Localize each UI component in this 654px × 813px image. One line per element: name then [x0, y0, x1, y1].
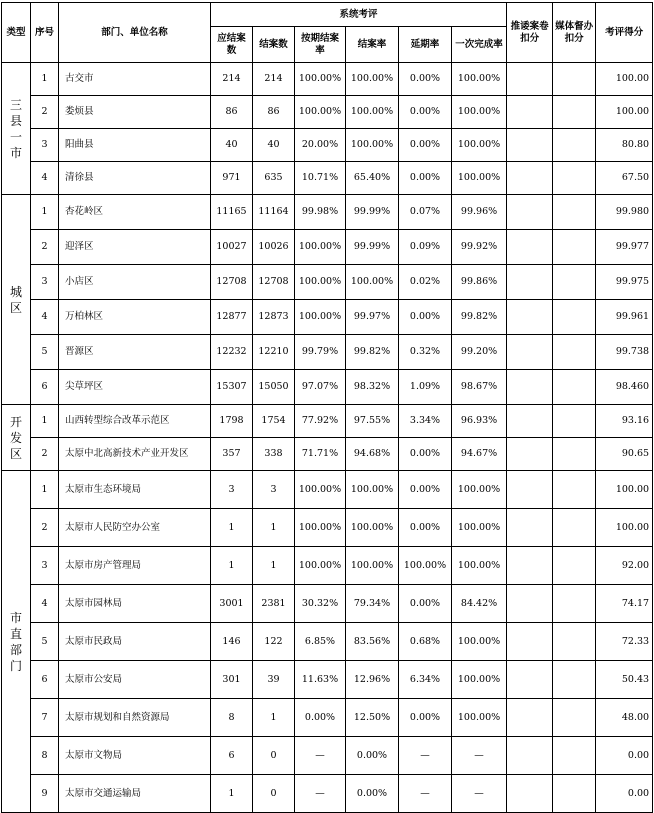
cell-close-rate: 100.00% — [346, 63, 399, 96]
group-type-char: 市 — [9, 145, 22, 160]
cell-delay-rate: 0.68% — [399, 623, 452, 661]
cell-delay-rate: 0.02% — [399, 265, 452, 300]
cell-promote — [507, 265, 553, 300]
cell-promote — [507, 335, 553, 370]
cell-delay-rate: 0.00% — [399, 63, 452, 96]
cell-dept: 太原市规划和自然资源局 — [59, 699, 211, 737]
cell-score: 50.43 — [596, 661, 653, 699]
evaluation-table — [1, 2, 653, 813]
cell-delay-rate: 0.00% — [399, 471, 452, 509]
header-close-rate: 结案率 — [346, 27, 399, 63]
header-dept: 部门、单位名称 — [59, 3, 211, 63]
cell-media — [553, 775, 596, 813]
cell-score: 90.65 — [596, 438, 653, 471]
header-on-time: 按期结案率 — [295, 27, 346, 63]
cell-score: 99.961 — [596, 300, 653, 335]
cell-delay-rate: 6.34% — [399, 661, 452, 699]
cell-seq: 5 — [31, 335, 59, 370]
group-type-char: 门 — [9, 658, 22, 673]
cell-delay-rate: 0.00% — [399, 438, 452, 471]
cell-close-rate: 100.00% — [346, 96, 399, 129]
cell-dept: 阳曲县 — [59, 129, 211, 162]
cell-media — [553, 300, 596, 335]
cell-once-rate: 99.92% — [452, 230, 507, 265]
cell-close-rate: 94.68% — [346, 438, 399, 471]
cell-dept: 娄烦县 — [59, 96, 211, 129]
cell-promote — [507, 63, 553, 96]
cell-dept: 小店区 — [59, 265, 211, 300]
cell-close-rate: 100.00% — [346, 265, 399, 300]
cell-once-rate: 99.86% — [452, 265, 507, 300]
cell-media — [553, 129, 596, 162]
cell-score: 100.00 — [596, 471, 653, 509]
group-type-char: 发 — [9, 430, 22, 445]
cell-dept: 太原中北高新技术产业开发区 — [59, 438, 211, 471]
cell-should-close: 1 — [211, 509, 253, 547]
cell-dept: 太原市民政局 — [59, 623, 211, 661]
cell-media — [553, 509, 596, 547]
group-type-char: 区 — [9, 446, 22, 461]
cell-closed: 1 — [253, 699, 295, 737]
table-row — [2, 547, 653, 585]
table-row — [2, 129, 653, 162]
cell-delay-rate: 0.09% — [399, 230, 452, 265]
group-type-char: 县 — [9, 113, 22, 128]
cell-should-close: 146 — [211, 623, 253, 661]
cell-should-close: 1 — [211, 547, 253, 585]
header-once-rate: 一次完成率 — [452, 27, 507, 63]
cell-media — [553, 230, 596, 265]
cell-promote — [507, 623, 553, 661]
group-type-char: 市 — [9, 610, 22, 625]
cell-should-close: 12877 — [211, 300, 253, 335]
cell-once-rate: 99.82% — [452, 300, 507, 335]
cell-should-close: 10027 — [211, 230, 253, 265]
header-seq: 序号 — [31, 3, 59, 63]
header-media: 媒体督办扣分 — [553, 3, 596, 63]
cell-seq: 3 — [31, 265, 59, 300]
cell-should-close: 11165 — [211, 195, 253, 230]
cell-dept: 万柏林区 — [59, 300, 211, 335]
cell-on-time: 10.71% — [295, 162, 346, 195]
cell-dept: 太原市公安局 — [59, 661, 211, 699]
cell-on-time: 0.00% — [295, 699, 346, 737]
cell-delay-rate: 0.00% — [399, 699, 452, 737]
group-type-char: 城 — [9, 284, 22, 299]
cell-should-close: 15307 — [211, 370, 253, 405]
cell-once-rate: 98.67% — [452, 370, 507, 405]
cell-should-close: 1 — [211, 775, 253, 813]
cell-seq: 1 — [31, 471, 59, 509]
cell-promote — [507, 509, 553, 547]
cell-seq: 6 — [31, 661, 59, 699]
cell-score: 67.50 — [596, 162, 653, 195]
table-row — [2, 405, 653, 438]
cell-should-close: 6 — [211, 737, 253, 775]
cell-promote — [507, 661, 553, 699]
cell-delay-rate: 0.00% — [399, 300, 452, 335]
table-row — [2, 699, 653, 737]
cell-should-close: 8 — [211, 699, 253, 737]
cell-seq: 4 — [31, 585, 59, 623]
cell-close-rate: 65.40% — [346, 162, 399, 195]
cell-promote — [507, 471, 553, 509]
header-score: 考评得分 — [596, 3, 653, 63]
group-type-char: 三 — [9, 97, 22, 112]
cell-promote — [507, 195, 553, 230]
cell-media — [553, 195, 596, 230]
cell-once-rate: — — [452, 775, 507, 813]
cell-seq: 1 — [31, 405, 59, 438]
cell-closed: 3 — [253, 471, 295, 509]
table-row — [2, 162, 653, 195]
cell-score: 0.00 — [596, 737, 653, 775]
cell-media — [553, 623, 596, 661]
cell-closed: 1 — [253, 547, 295, 585]
cell-seq: 2 — [31, 96, 59, 129]
cell-score: 100.00 — [596, 96, 653, 129]
cell-on-time: — — [295, 737, 346, 775]
group-type-cell — [2, 471, 31, 813]
cell-media — [553, 370, 596, 405]
group-type-char: 直 — [9, 626, 22, 641]
cell-should-close: 12232 — [211, 335, 253, 370]
group-type-cell — [2, 195, 31, 405]
cell-seq: 1 — [31, 195, 59, 230]
cell-on-time: 100.00% — [295, 230, 346, 265]
cell-seq: 9 — [31, 775, 59, 813]
cell-delay-rate: 0.00% — [399, 162, 452, 195]
cell-delay-rate: 100.00% — [399, 547, 452, 585]
header-promote: 推诿案卷扣分 — [507, 3, 553, 63]
cell-closed: 39 — [253, 661, 295, 699]
cell-on-time: 11.63% — [295, 661, 346, 699]
cell-delay-rate: 0.32% — [399, 335, 452, 370]
cell-media — [553, 265, 596, 300]
cell-closed: 40 — [253, 129, 295, 162]
cell-once-rate: 100.00% — [452, 699, 507, 737]
group-type-char: 一 — [9, 129, 22, 144]
cell-close-rate: 0.00% — [346, 775, 399, 813]
header-closed: 结案数 — [253, 27, 295, 63]
cell-promote — [507, 230, 553, 265]
cell-dept: 太原市人民防空办公室 — [59, 509, 211, 547]
table-row — [2, 623, 653, 661]
cell-score: 99.977 — [596, 230, 653, 265]
cell-once-rate: 99.20% — [452, 335, 507, 370]
cell-delay-rate: 0.00% — [399, 129, 452, 162]
cell-delay-rate: 0.00% — [399, 585, 452, 623]
cell-delay-rate: 3.34% — [399, 405, 452, 438]
group-type-char: 开 — [9, 414, 22, 429]
table-row — [2, 370, 653, 405]
cell-promote — [507, 129, 553, 162]
cell-media — [553, 585, 596, 623]
table-row — [2, 230, 653, 265]
cell-once-rate: 100.00% — [452, 547, 507, 585]
cell-close-rate: 97.55% — [346, 405, 399, 438]
cell-delay-rate: — — [399, 737, 452, 775]
cell-media — [553, 335, 596, 370]
group-type-cell — [2, 405, 31, 471]
cell-once-rate: 94.67% — [452, 438, 507, 471]
cell-seq: 4 — [31, 300, 59, 335]
cell-should-close: 1798 — [211, 405, 253, 438]
cell-close-rate: 0.00% — [346, 737, 399, 775]
cell-seq: 2 — [31, 438, 59, 471]
cell-should-close: 971 — [211, 162, 253, 195]
cell-dept: 杏花岭区 — [59, 195, 211, 230]
cell-dept: 晋源区 — [59, 335, 211, 370]
cell-dept: 尖草坪区 — [59, 370, 211, 405]
cell-close-rate: 99.99% — [346, 195, 399, 230]
cell-delay-rate: 0.00% — [399, 96, 452, 129]
cell-promote — [507, 699, 553, 737]
table-row — [2, 509, 653, 547]
cell-seq: 3 — [31, 547, 59, 585]
cell-score: 0.00 — [596, 775, 653, 813]
cell-on-time: 100.00% — [295, 96, 346, 129]
cell-on-time: 100.00% — [295, 63, 346, 96]
cell-close-rate: 12.96% — [346, 661, 399, 699]
cell-dept: 迎泽区 — [59, 230, 211, 265]
cell-once-rate: 84.42% — [452, 585, 507, 623]
cell-score: 74.17 — [596, 585, 653, 623]
cell-promote — [507, 162, 553, 195]
group-type-cell — [2, 63, 31, 195]
cell-close-rate: 100.00% — [346, 547, 399, 585]
cell-delay-rate: — — [399, 775, 452, 813]
cell-on-time: 71.71% — [295, 438, 346, 471]
cell-score: 100.00 — [596, 509, 653, 547]
cell-should-close: 3 — [211, 471, 253, 509]
cell-close-rate: 100.00% — [346, 471, 399, 509]
table-row — [2, 63, 653, 96]
cell-closed: 86 — [253, 96, 295, 129]
cell-seq: 1 — [31, 63, 59, 96]
cell-media — [553, 96, 596, 129]
cell-closed: 1 — [253, 509, 295, 547]
cell-once-rate: 100.00% — [452, 623, 507, 661]
cell-dept: 清徐县 — [59, 162, 211, 195]
cell-close-rate: 98.32% — [346, 370, 399, 405]
table-row — [2, 737, 653, 775]
cell-closed: 122 — [253, 623, 295, 661]
cell-closed: 1754 — [253, 405, 295, 438]
cell-once-rate: 100.00% — [452, 661, 507, 699]
cell-score: 98.460 — [596, 370, 653, 405]
cell-seq: 8 — [31, 737, 59, 775]
cell-seq: 5 — [31, 623, 59, 661]
cell-close-rate: 12.50% — [346, 699, 399, 737]
cell-close-rate: 99.82% — [346, 335, 399, 370]
cell-promote — [507, 300, 553, 335]
header-should-close: 应结案数 — [211, 27, 253, 63]
cell-close-rate: 79.34% — [346, 585, 399, 623]
cell-close-rate: 83.56% — [346, 623, 399, 661]
cell-dept: 太原市园林局 — [59, 585, 211, 623]
cell-promote — [507, 547, 553, 585]
cell-score: 48.00 — [596, 699, 653, 737]
cell-dept: 山西转型综合改革示范区 — [59, 405, 211, 438]
cell-score: 92.00 — [596, 547, 653, 585]
cell-closed: 635 — [253, 162, 295, 195]
table-row — [2, 438, 653, 471]
cell-score: 99.738 — [596, 335, 653, 370]
cell-closed: 2381 — [253, 585, 295, 623]
cell-once-rate: 100.00% — [452, 96, 507, 129]
cell-score: 100.00 — [596, 63, 653, 96]
cell-seq: 4 — [31, 162, 59, 195]
cell-seq: 2 — [31, 509, 59, 547]
cell-media — [553, 661, 596, 699]
cell-should-close: 357 — [211, 438, 253, 471]
cell-closed: 214 — [253, 63, 295, 96]
cell-dept: 太原市生态环境局 — [59, 471, 211, 509]
cell-promote — [507, 775, 553, 813]
cell-closed: 0 — [253, 775, 295, 813]
table-row — [2, 471, 653, 509]
cell-close-rate: 99.99% — [346, 230, 399, 265]
cell-media — [553, 547, 596, 585]
cell-seq: 6 — [31, 370, 59, 405]
cell-should-close: 40 — [211, 129, 253, 162]
cell-on-time: 99.98% — [295, 195, 346, 230]
cell-media — [553, 699, 596, 737]
cell-once-rate: 100.00% — [452, 63, 507, 96]
cell-media — [553, 471, 596, 509]
cell-close-rate: 100.00% — [346, 509, 399, 547]
cell-dept: 太原市文物局 — [59, 737, 211, 775]
cell-once-rate: — — [452, 737, 507, 775]
cell-on-time: 6.85% — [295, 623, 346, 661]
cell-closed: 12708 — [253, 265, 295, 300]
cell-seq: 2 — [31, 230, 59, 265]
cell-closed: 11164 — [253, 195, 295, 230]
cell-closed: 12210 — [253, 335, 295, 370]
cell-media — [553, 162, 596, 195]
cell-on-time: 100.00% — [295, 300, 346, 335]
cell-should-close: 12708 — [211, 265, 253, 300]
cell-media — [553, 438, 596, 471]
cell-dept: 古交市 — [59, 63, 211, 96]
cell-on-time: 77.92% — [295, 405, 346, 438]
table-row — [2, 96, 653, 129]
cell-seq: 3 — [31, 129, 59, 162]
table-body — [2, 63, 653, 813]
cell-promote — [507, 737, 553, 775]
cell-score: 72.33 — [596, 623, 653, 661]
cell-promote — [507, 96, 553, 129]
cell-delay-rate: 1.09% — [399, 370, 452, 405]
cell-once-rate: 100.00% — [452, 162, 507, 195]
cell-once-rate: 100.00% — [452, 509, 507, 547]
cell-score: 99.975 — [596, 265, 653, 300]
cell-delay-rate: 0.00% — [399, 509, 452, 547]
table-row — [2, 585, 653, 623]
cell-once-rate: 100.00% — [452, 129, 507, 162]
cell-on-time: 100.00% — [295, 547, 346, 585]
header-delay-rate: 延期率 — [399, 27, 452, 63]
cell-promote — [507, 370, 553, 405]
cell-on-time: 20.00% — [295, 129, 346, 162]
cell-media — [553, 737, 596, 775]
table-row — [2, 300, 653, 335]
cell-score: 80.80 — [596, 129, 653, 162]
cell-on-time: 97.07% — [295, 370, 346, 405]
cell-once-rate: 96.93% — [452, 405, 507, 438]
cell-should-close: 3001 — [211, 585, 253, 623]
cell-close-rate: 99.97% — [346, 300, 399, 335]
cell-once-rate: 100.00% — [452, 471, 507, 509]
cell-once-rate: 99.96% — [452, 195, 507, 230]
header-type: 类型 — [2, 3, 31, 63]
cell-promote — [507, 405, 553, 438]
group-type-char: 区 — [9, 300, 22, 315]
cell-promote — [507, 438, 553, 471]
cell-should-close: 86 — [211, 96, 253, 129]
table-row — [2, 775, 653, 813]
cell-closed: 12873 — [253, 300, 295, 335]
cell-on-time: 100.00% — [295, 471, 346, 509]
group-type-char: 部 — [9, 642, 22, 657]
cell-media — [553, 405, 596, 438]
cell-promote — [507, 585, 553, 623]
cell-close-rate: 100.00% — [346, 129, 399, 162]
table-row — [2, 265, 653, 300]
cell-closed: 10026 — [253, 230, 295, 265]
cell-on-time: 100.00% — [295, 509, 346, 547]
cell-on-time: 100.00% — [295, 265, 346, 300]
cell-closed: 338 — [253, 438, 295, 471]
cell-on-time: 30.32% — [295, 585, 346, 623]
cell-should-close: 301 — [211, 661, 253, 699]
cell-score: 99.980 — [596, 195, 653, 230]
cell-score: 93.16 — [596, 405, 653, 438]
cell-dept: 太原市房产管理局 — [59, 547, 211, 585]
cell-should-close: 214 — [211, 63, 253, 96]
table-row — [2, 335, 653, 370]
cell-on-time: — — [295, 775, 346, 813]
cell-dept: 太原市交通运输局 — [59, 775, 211, 813]
table-row — [2, 661, 653, 699]
cell-delay-rate: 0.07% — [399, 195, 452, 230]
table-row — [2, 195, 653, 230]
cell-closed: 0 — [253, 737, 295, 775]
header-system: 系统考评 — [211, 3, 507, 27]
cell-closed: 15050 — [253, 370, 295, 405]
cell-media — [553, 63, 596, 96]
cell-seq: 7 — [31, 699, 59, 737]
cell-on-time: 99.79% — [295, 335, 346, 370]
